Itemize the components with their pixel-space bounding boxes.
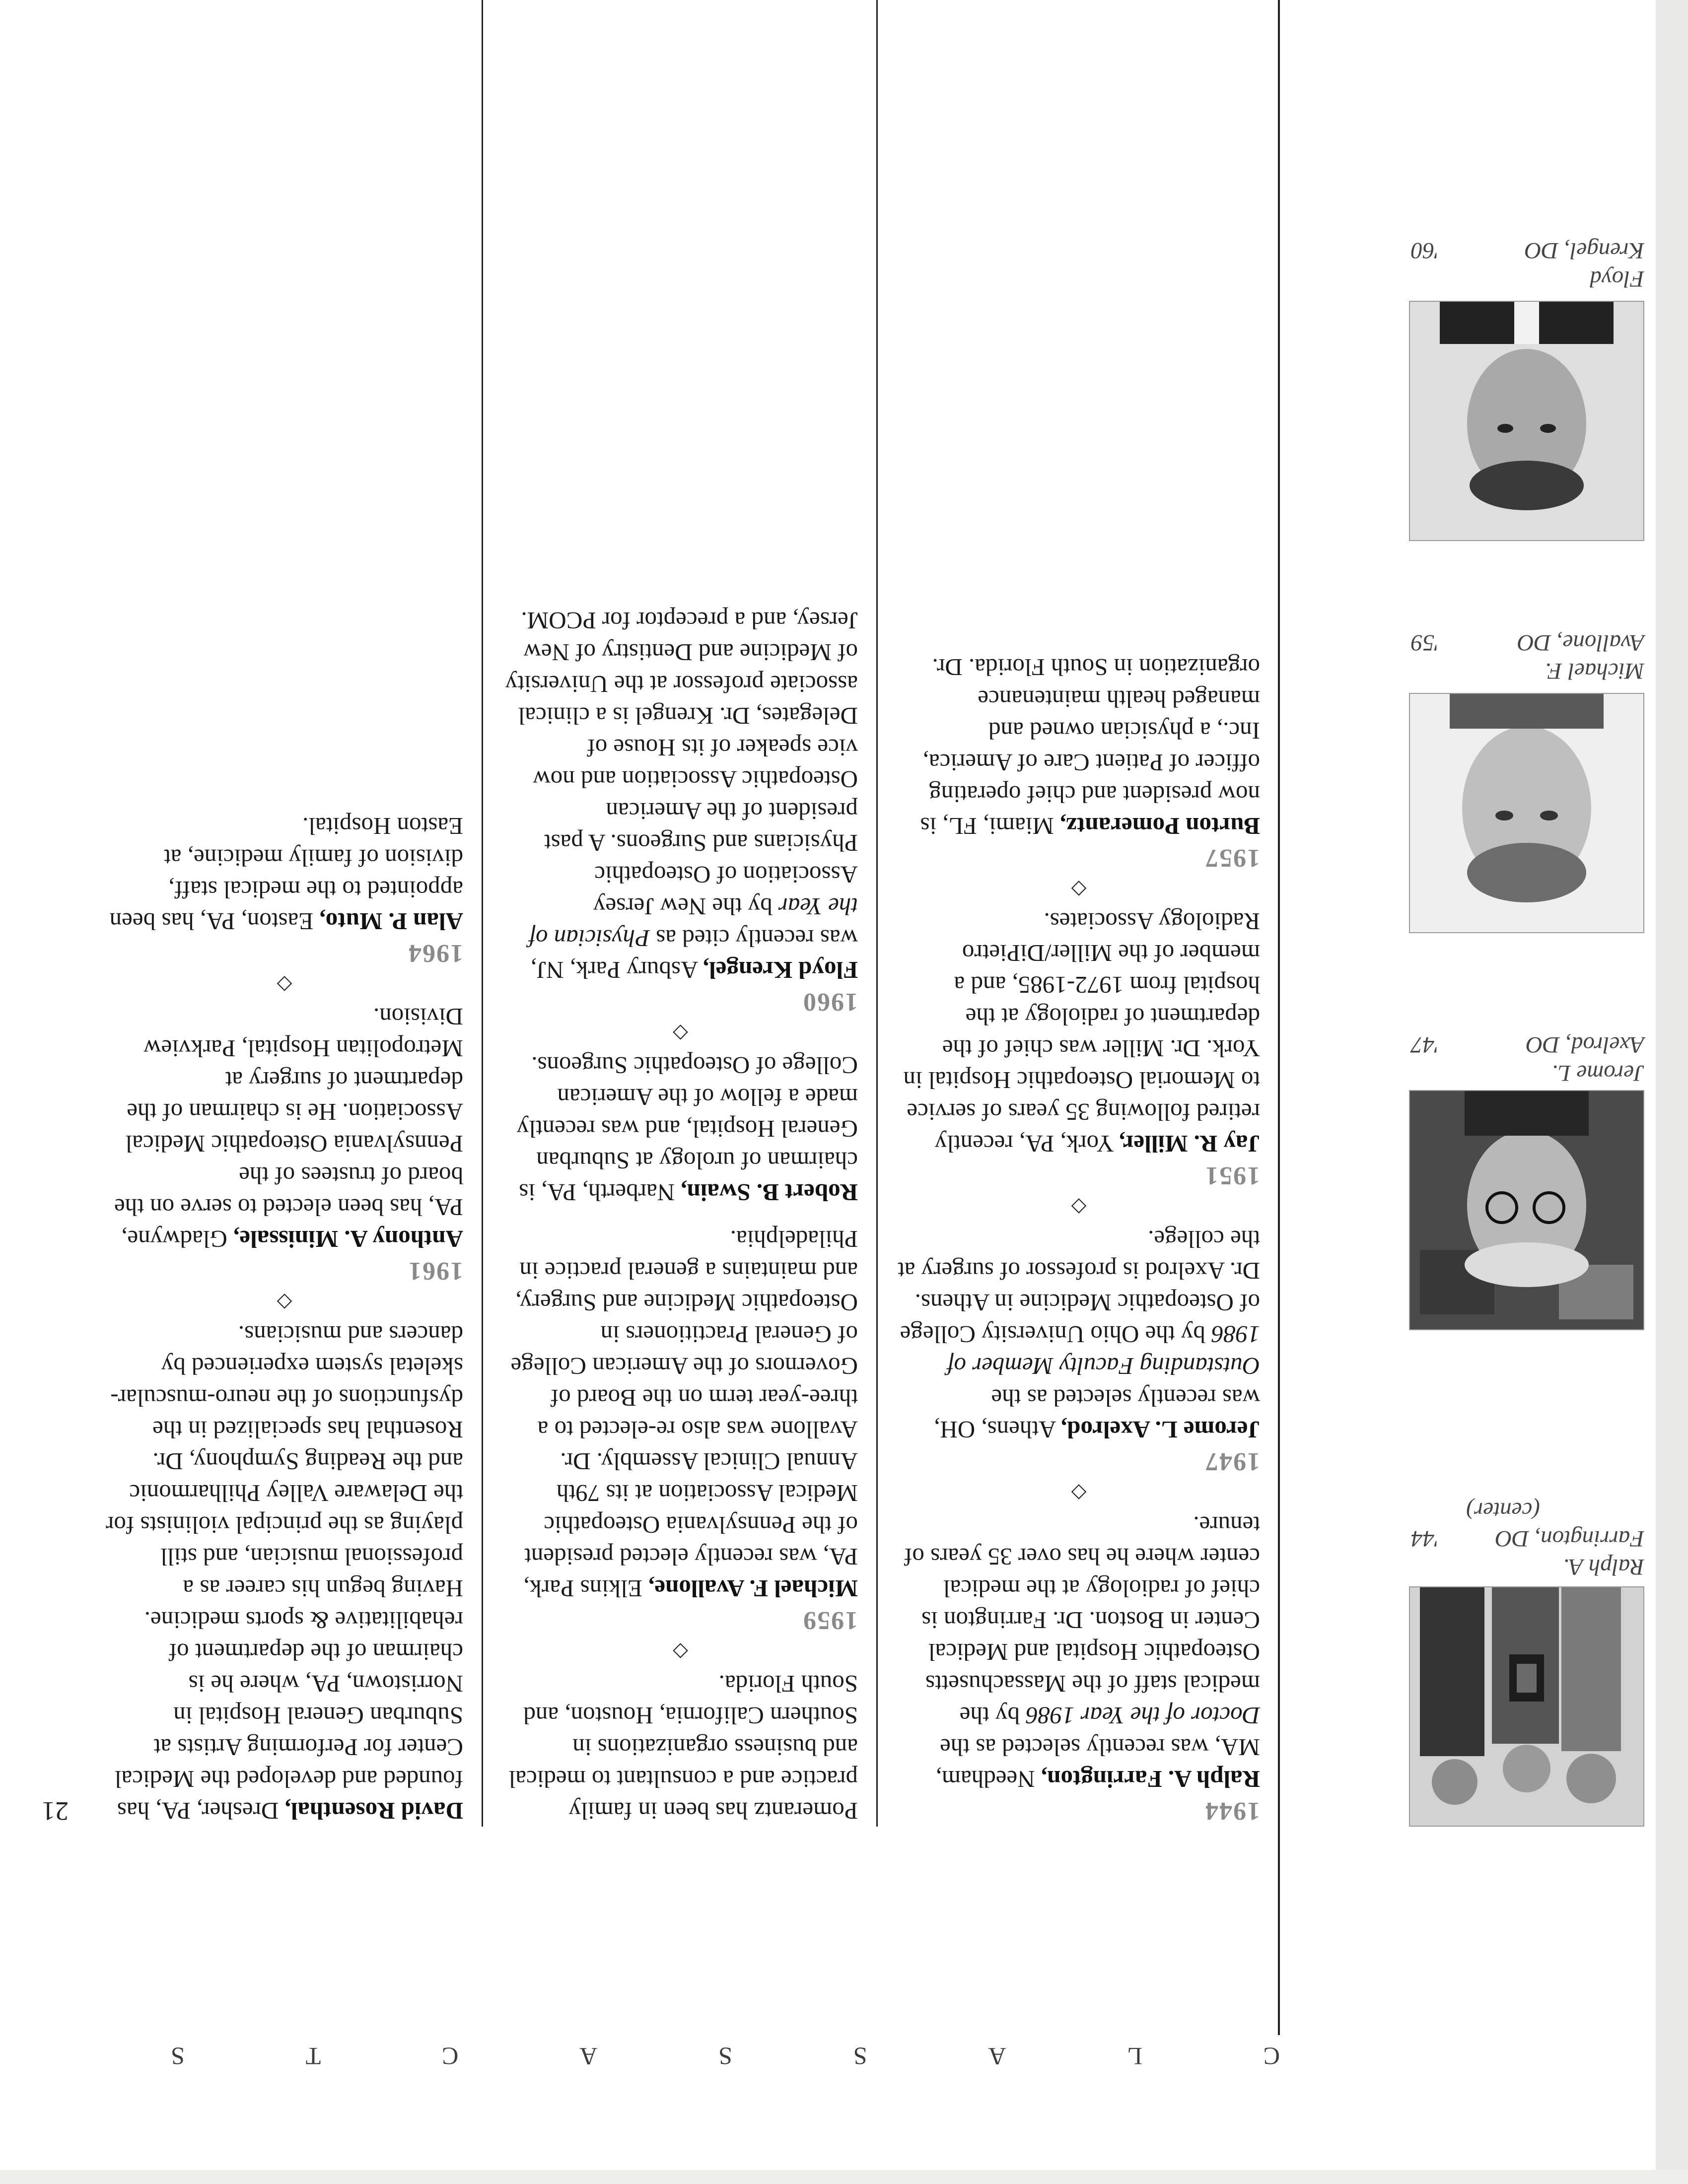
note-text: Athens, OH, was recently selected as the (934, 1384, 1260, 1443)
note-text: by the medical staff of the Massachusetts Osteopathic Hospital and Medical Center in Boston. Dr. Farrington is chief of radiology at the medical center where he has over 35 years of tenure. (904, 1511, 1260, 1729)
class-note (898, 1509, 1260, 1795)
header-letter: C (439, 2043, 459, 2070)
column-rule-2 (482, 0, 483, 1827)
caption-line: Axelrod, DO (1526, 1032, 1644, 1058)
award-title: Doctor of the Year 1986 (1026, 1702, 1260, 1729)
column-rule-1 (876, 0, 878, 1827)
caption-line: (center) (1466, 1498, 1540, 1523)
alumnus-name: Ralph A. Farrington, (1041, 1766, 1260, 1793)
class-year: 1960 (802, 988, 858, 1016)
caption-class-year: '44 (1411, 1526, 1440, 1552)
note-text: Dresher, PA, has founded and developed the Medical Center for Performing Artists at Suburban General Hospital in Norristown, PA, where he is chairman of the department of rehabilitative & sports medicine. Having begun his career as a professional musician, and still playing as the principal violinists for the Delaware Valley Philharmonic and the Reading Symphony, Dr. Rosenthal has specialized in the dysfunctions of the neuro-muscular-skeletal system experienced by dancers and musicians. (106, 1321, 463, 1825)
note-text: Asbury Park, NJ, was recently cited as (530, 925, 858, 984)
header-letter: A (576, 2043, 598, 2070)
class-year: 1957 (1204, 844, 1260, 872)
award-title: Physician of the Year (529, 893, 858, 952)
class-note (898, 905, 1260, 1160)
class-note (503, 605, 858, 986)
alumnus-name: Robert B. Swain, (681, 1179, 858, 1206)
class-note (503, 1049, 858, 1208)
column-rule-left (1278, 0, 1280, 2035)
class-year: 1944 (1204, 1797, 1260, 1825)
floyd-krengel-photo (1409, 301, 1644, 541)
diamond-separator: ◇ (673, 1023, 688, 1045)
michael-avallone-caption (1411, 628, 1644, 685)
jerome-axelrod-caption (1411, 1030, 1644, 1087)
scan-edge (1656, 0, 1688, 2184)
alumnus-name: Jerome L. Axelrod, (1060, 1416, 1260, 1443)
alumnus-name: Burton Pomerantz, (1060, 813, 1260, 840)
alumnus-name: Floyd Krengel, (703, 956, 858, 984)
header-letter: S (715, 2043, 732, 2070)
class-year: 1947 (1204, 1447, 1260, 1476)
diamond-separator: ◇ (277, 974, 292, 996)
alumnus-name: Anthony A. Minissale, (233, 1226, 463, 1253)
diamond-separator: ◇ (277, 1292, 292, 1314)
class-note (503, 1223, 858, 1604)
note-text: by the Ohio University College of Osteopathic Medicine in Athens. Dr. Axelrod is professor of surgery at the college. (898, 1226, 1260, 1348)
caption-line: Michael F. (1545, 658, 1644, 684)
class-year: 1959 (802, 1606, 858, 1635)
caption-class-year: '59 (1411, 630, 1440, 656)
note-text: Narberth, PA, is chairman of urology at Suburban General Hospital, and was recently made a fellow of the American College of Osteopathic Surgeons. (516, 1052, 858, 1206)
class-year: 1964 (408, 939, 463, 967)
alumnus-name: David Rosenthal, (284, 1797, 463, 1825)
header-letter: S (168, 2043, 185, 2070)
note-text: Easton, PA, has been appointed to the medical staff, division of family medicine, at Easton Hospital. (109, 813, 463, 935)
note-text: Gladwyne, PA, has been elected to serve on the board of trustees of the Pennsylvania Osteopathic Medical Association. He is chairman of the department of surgery at Metropolitan Hospital, Parkview Division. (114, 1003, 463, 1253)
header-letter: S (850, 2043, 867, 2070)
class-note (898, 651, 1260, 842)
class-note (106, 810, 463, 937)
class-year: 1951 (1204, 1161, 1260, 1190)
ralph-farrington-photo (1409, 1586, 1644, 1827)
ralph-farrington-caption (1411, 1496, 1644, 1581)
page-number: 21 (42, 1796, 69, 1826)
floyd-krengel-caption (1411, 236, 1644, 293)
note-text: York, PA, recently retired following 35 years of service to Memorial Osteopathic Hospital in York. Dr. Miller was chief of the department of radiology at the hospital from 1972-1985, and a member of the Miller/DiPietro Radiology Associates. (903, 908, 1260, 1158)
caption-class-year: '47 (1411, 1032, 1440, 1058)
alumnus-name: Alan P. Muto, (319, 908, 463, 935)
text-column-3 (106, 810, 463, 1827)
award-title: Outstanding Faculty Member of 1986 (947, 1321, 1260, 1380)
note-text: by the New Jersey Association of Osteopathic Physicians and Surgeons. A past president of the American Osteopathic Association and now vice speaker of its House of Delegates, Dr. Krengel is a clinical associate professor at the University of Medicine and Dentistry of New Jersey, and a preceptor for PCOM. (505, 607, 858, 920)
caption-line: Farrington, DO (1495, 1526, 1644, 1552)
caption-line: Krengel, DO (1524, 238, 1644, 264)
diamond-separator: ◇ (1071, 879, 1087, 901)
jerome-axelrod-photo (1409, 1090, 1644, 1330)
caption-line: Jerome L. (1551, 1060, 1644, 1086)
note-text: Elkins Park, PA, was recently elected president of the Pennsylvania Osteopathic Medical Association at its 79th Annual Clinical Assembly. Dr. Avallone was also re-elected to a three-year term on the Board of Governors of the American College of General Practitioners in Osteopathic Medicine and Surgery, and maintains a general practice in Philadelphia. (510, 1226, 858, 1602)
class-note (106, 1318, 463, 1827)
caption-line: Floyd (1590, 266, 1644, 292)
header-letter: C (1260, 2043, 1280, 2070)
class-year: 1961 (408, 1257, 463, 1285)
michael-avallone-photo (1409, 693, 1644, 933)
alumnus-name: Jay R. Miller, (1119, 1130, 1260, 1158)
header-letter: A (985, 2043, 1006, 2070)
diamond-separator: ◇ (1071, 1482, 1087, 1504)
note-text: Miami, FL, is now president and chief operating officer of Patient Care of America, Inc., a physician owned and managed health maintenance organization in South Florida. Dr. (920, 654, 1260, 840)
caption-line: Ralph A. (1563, 1554, 1644, 1580)
alumnus-name: Michael F. Avallone, (648, 1575, 858, 1602)
class-note (106, 1001, 463, 1255)
page-header (168, 2036, 1280, 2071)
caption-line: Avallone, DO (1517, 630, 1644, 656)
class-note (898, 1223, 1260, 1445)
text-column-2 (503, 605, 858, 1827)
text-column-1 (898, 651, 1260, 1827)
header-letter: T (302, 2043, 321, 2070)
scan-edge-top (0, 2170, 1688, 2184)
diamond-separator: ◇ (1071, 1196, 1087, 1219)
diamond-separator: ◇ (673, 1641, 688, 1663)
header-letter: L (1124, 2043, 1142, 2070)
note-text: Needham, MA, was recently selected as the (935, 1734, 1260, 1793)
class-note-continued: Pomerantz has been in family practice and a consultant to medical and business organizations in Southern California, Houston, and South Florida. (508, 1670, 858, 1825)
caption-class-year: '60 (1411, 238, 1440, 264)
